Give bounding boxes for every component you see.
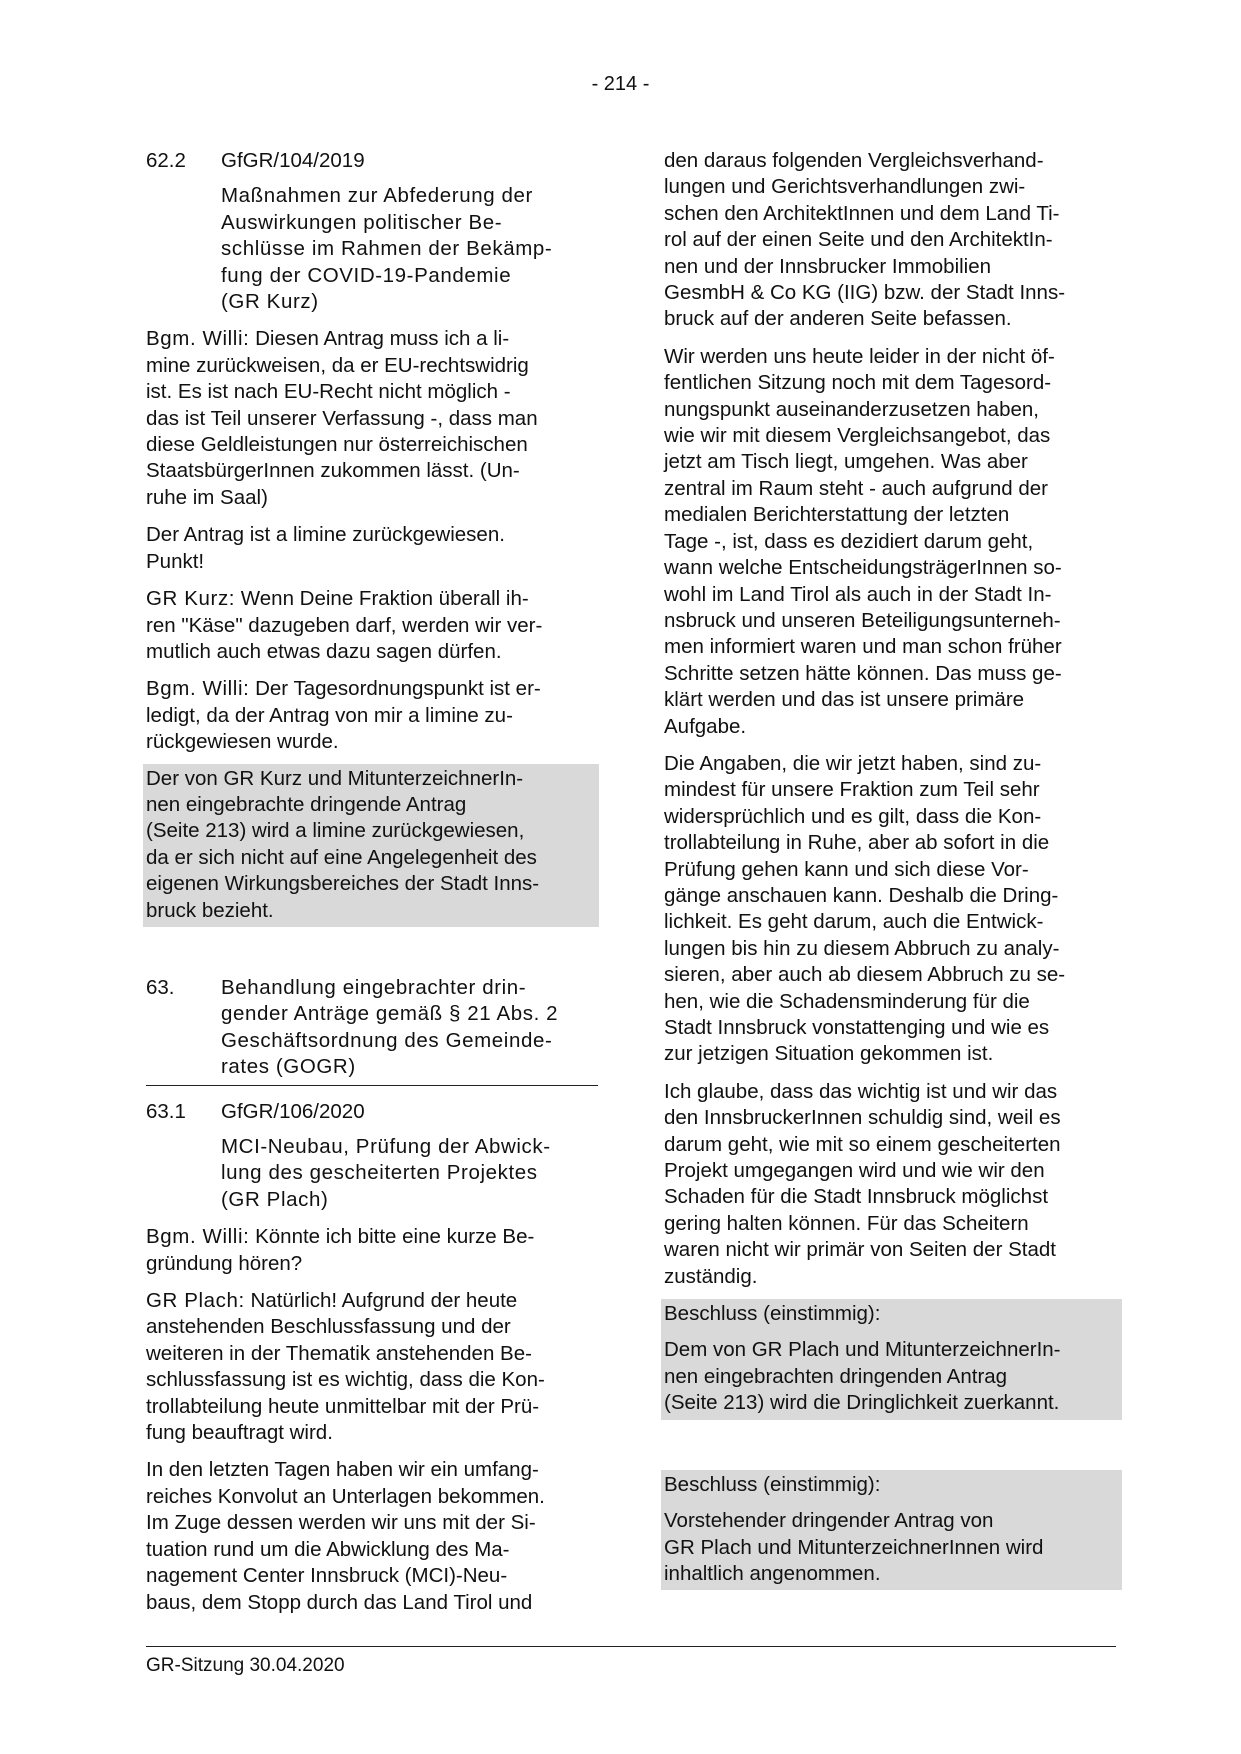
- text-line: reiches Konvolut an Unterlagen bekommen.: [146, 1484, 545, 1508]
- speech-text: Wenn Deine Fraktion überall ih-: [235, 587, 529, 611]
- text-line: (Seite 213) wird a limine zurückgewiesen,: [146, 819, 525, 843]
- statement-plach-2: [146, 1457, 596, 1615]
- agenda-item-63-1: [146, 1099, 596, 1125]
- text-line: klärt werden und das ist unsere primäre: [664, 688, 1025, 712]
- text-line: eigenen Wirkungsbereiches der Stadt Inns-: [146, 872, 540, 896]
- text-line: Schritte setzen hätte können. Das muss ge-: [664, 661, 1062, 685]
- text-line: (Seite 213) wird die Dringlichkeit zuerkannt.: [664, 1391, 1060, 1415]
- text-line: zur jetzigen Situation gekommen ist.: [664, 1042, 994, 1066]
- text-line: men informiert waren und man schon früher: [664, 635, 1062, 659]
- text-line: nungspunkt auseinanderzusetzen haben,: [664, 397, 1039, 421]
- title-line: (GR Kurz): [221, 290, 319, 314]
- paragraph: [664, 1079, 1119, 1290]
- agenda-item-62-2: [146, 148, 596, 174]
- text-line: tuation rund um die Abwicklung des Ma-: [146, 1537, 510, 1561]
- text-line: den InnsbruckerInnen schuldig sind, weil es: [664, 1106, 1061, 1130]
- decision-box-accepted: [661, 1470, 1122, 1591]
- item-title: [221, 975, 596, 1081]
- text-line: schlussfassung ist es wichtig, dass die Kon-: [146, 1368, 545, 1392]
- text-line: schen den ArchitektInnen und dem Land Ti-: [664, 201, 1060, 225]
- text-line: Im Zuge dessen werden wir uns mit der Si-: [146, 1511, 536, 1535]
- text-line: Schaden für die Stadt Innsbruck möglichst: [664, 1185, 1049, 1209]
- item-number: 63.: [146, 975, 175, 999]
- title-line: schlüsse im Rahmen der Bekämp-: [221, 237, 553, 261]
- item-number: 62.2: [146, 149, 186, 172]
- text-line: [146, 326, 596, 352]
- footer-divider: [146, 1646, 1116, 1647]
- text-line: nen eingebrachte dringende Antrag: [146, 792, 467, 816]
- text-line: fentlichen Sitzung noch mit dem Tagesord-: [664, 371, 1052, 395]
- speaker-name: Bgm. Willi:: [146, 327, 250, 351]
- text-line: Prüfung gehen kann und sich diese Vor-: [664, 857, 1029, 881]
- paragraph: [664, 344, 1119, 740]
- text-line: lungen bis hin zu diesem Abbruch zu analy-: [664, 936, 1060, 960]
- text-line: rückgewiesen wurde.: [146, 730, 339, 754]
- title-line: Behandlung eingebrachter drin-: [221, 975, 527, 999]
- text-line: nen eingebrachten dringenden Antrag: [664, 1364, 1008, 1388]
- speech-text: Natürlich! Aufgrund der heute: [244, 1289, 518, 1313]
- text-line: weiteren in der Thematik anstehenden Be-: [146, 1341, 532, 1365]
- text-line: mindest für unsere Fraktion zum Teil sehr: [664, 778, 1040, 802]
- text-line: [146, 1288, 596, 1314]
- text-line: diese Geldleistungen nur österreichischen: [146, 433, 528, 457]
- title-line: MCI-Neubau, Prüfung der Abwick-: [221, 1135, 551, 1158]
- text-line: zentral im Raum steht - auch aufgrund der: [664, 476, 1048, 500]
- statement-kurz: [146, 586, 596, 665]
- agenda-item-63: [146, 975, 596, 1081]
- text-line: GR Plach und MitunterzeichnerInnen wird: [664, 1535, 1044, 1559]
- decision-heading: Beschluss (einstimmig):: [664, 1302, 881, 1326]
- item-code: GfGR/104/2019: [221, 149, 365, 172]
- text-line: den daraus folgenden Vergleichsverhand-: [664, 149, 1044, 172]
- text-line: baus, dem Stopp durch das Land Tirol und: [146, 1590, 533, 1614]
- title-line: gender Anträge gemäß § 21 Abs. 2: [221, 1002, 559, 1026]
- text-line: ledigt, da der Antrag von mir a limine zu-: [146, 703, 513, 727]
- speaker-name: GR Plach:: [146, 1289, 245, 1313]
- left-column: [146, 148, 596, 1627]
- footer-text: GR-Sitzung 30.04.2020: [146, 1655, 345, 1676]
- decision-heading: Beschluss (einstimmig):: [664, 1472, 881, 1496]
- text-line: mine zurückweisen, da er EU-rechtswidrig: [146, 353, 529, 377]
- text-line: Der Antrag ist a limine zurückgewiesen.: [146, 523, 505, 547]
- title-line: Geschäftsordnung des Gemeinde-: [221, 1028, 553, 1052]
- text-line: Ich glaube, dass das wichtig ist und wir das: [664, 1079, 1058, 1103]
- text-line: ren "Käse" dazugeben darf, werden wir ver-: [146, 613, 543, 637]
- right-column: [664, 148, 1119, 1590]
- antrag-statement: [146, 522, 596, 575]
- text-line: medialen Berichterstattung der letzten: [664, 503, 1010, 527]
- title-line: fung der COVID-19-Pandemie: [221, 263, 512, 287]
- text-line: wohl im Land Tirol als auch in der Stadt In-: [664, 582, 1052, 606]
- text-line: Tage -, ist, dass es dezidiert darum geht,: [664, 529, 1034, 553]
- speech-text: Könnte ich bitte eine kurze Be-: [249, 1225, 535, 1249]
- text-line: wann welche EntscheidungsträgerInnen so-: [664, 556, 1062, 580]
- text-line: Aufgabe.: [664, 714, 747, 738]
- speech-text: Der Tagesordnungspunkt ist er-: [249, 677, 541, 701]
- text-line: GesmbH & Co KG (IIG) bzw. der Stadt Inns-: [664, 281, 1066, 305]
- page-number: - 214 -: [591, 73, 650, 95]
- title-line: lung des gescheiterten Projektes: [221, 1161, 538, 1185]
- paragraph: [664, 148, 1119, 333]
- item-title: [221, 1134, 596, 1213]
- text-line: darum geht, wie mit so einem gescheiterten: [664, 1132, 1061, 1156]
- text-line: trollabteilung in Ruhe, aber ab sofort in die: [664, 831, 1050, 855]
- title-line: Auswirkungen politischer Be-: [221, 210, 503, 234]
- text-line: nen und der Innsbrucker Immobilien: [664, 254, 992, 278]
- text-line: bruck auf der anderen Seite befassen.: [664, 307, 1012, 331]
- text-line: Der von GR Kurz und MitunterzeichnerIn-: [146, 766, 524, 790]
- text-line: zuständig.: [664, 1264, 758, 1288]
- item-title: [221, 183, 596, 315]
- text-line: hen, wie die Schadensminderung für die: [664, 989, 1030, 1013]
- text-line: Punkt!: [146, 549, 205, 573]
- text-line: gänge anschauen kann. Deshalb die Dring-: [664, 883, 1059, 907]
- text-line: waren nicht wir primär von Seiten der Stadt: [664, 1238, 1056, 1262]
- text-line: anstehenden Beschlussfassung und der: [146, 1315, 511, 1339]
- text-line: fung beauftragt wird.: [146, 1421, 333, 1445]
- paragraph: [664, 751, 1119, 1068]
- section-divider: [146, 1085, 598, 1086]
- title-line: rates (GOGR): [221, 1055, 356, 1079]
- text-line: lungen und Gerichtsverhandlungen zwi-: [664, 175, 1026, 199]
- text-line: Stadt Innsbruck vonstattenging und wie es: [664, 1016, 1050, 1039]
- text-line: ist. Es ist nach EU-Recht nicht möglich -: [146, 380, 511, 404]
- text-line: das ist Teil unserer Verfassung -, dass man: [146, 406, 538, 430]
- text-line: bruck bezieht.: [146, 898, 274, 922]
- text-line: trollabteilung heute unmittelbar mit der Prü-: [146, 1394, 540, 1418]
- text-line: Die Angaben, die wir jetzt haben, sind zu-: [664, 751, 1042, 775]
- decision-box-rejected: [143, 764, 599, 927]
- speaker-name: Bgm. Willi:: [146, 1225, 250, 1249]
- text-line: nagement Center Innsbruck (MCI)-Neu-: [146, 1564, 508, 1588]
- text-line: sieren, aber auch ab diesem Abbruch zu se-: [664, 963, 1066, 987]
- title-line: Maßnahmen zur Abfederung der: [221, 184, 533, 208]
- item-number: 63.1: [146, 1099, 186, 1123]
- text-line: Vorstehender dringender Antrag von: [664, 1509, 994, 1533]
- text-line: Dem von GR Plach und MitunterzeichnerIn-: [664, 1338, 1061, 1362]
- text-line: jetzt am Tisch liegt, umgehen. Was aber: [664, 450, 1028, 474]
- text-line: gründung hören?: [146, 1251, 303, 1275]
- text-line: [146, 1224, 596, 1250]
- decision-box-urgency: [661, 1299, 1122, 1420]
- speech-text: Diesen Antrag muss ich a li-: [249, 327, 510, 351]
- text-line: [146, 676, 596, 702]
- statement-willi-1: [146, 326, 596, 511]
- text-line: da er sich nicht auf eine Angelegenheit des: [146, 845, 537, 869]
- text-line: Projekt umgegangen wird und wie wir den: [664, 1159, 1045, 1183]
- speaker-name: GR Kurz:: [146, 587, 236, 611]
- text-line: ruhe im Saal): [146, 485, 268, 509]
- text-line: gering halten können. Für das Scheitern: [664, 1211, 1029, 1235]
- text-line: lichkeit. Es geht darum, auch die Entwick-: [664, 910, 1044, 934]
- text-line: StaatsbürgerInnen zukommen lässt. (Un-: [146, 459, 520, 483]
- text-line: widersprüchlich und es gilt, dass die Kon-: [664, 804, 1042, 828]
- text-line: [146, 586, 596, 612]
- text-line: rol auf der einen Seite und den ArchitektIn-: [664, 228, 1053, 252]
- title-line: (GR Plach): [221, 1187, 329, 1211]
- statement-willi-3: [146, 1224, 596, 1277]
- statement-plach-1: [146, 1288, 596, 1446]
- text-line: wie wir mit diesem Vergleichsangebot, das: [664, 424, 1051, 448]
- text-line: Wir werden uns heute leider in der nicht öf-: [664, 344, 1055, 368]
- text-line: inhaltlich angenommen.: [664, 1561, 881, 1585]
- statement-willi-2: [146, 676, 596, 755]
- text-line: In den letzten Tagen haben wir ein umfang-: [146, 1458, 539, 1482]
- speaker-name: Bgm. Willi:: [146, 677, 250, 701]
- text-line: mutlich auch etwas dazu sagen dürfen.: [146, 639, 502, 663]
- text-line: nsbruck und unseren Beteiligungsunterneh-: [664, 608, 1061, 632]
- item-code: GfGR/106/2020: [221, 1099, 365, 1123]
